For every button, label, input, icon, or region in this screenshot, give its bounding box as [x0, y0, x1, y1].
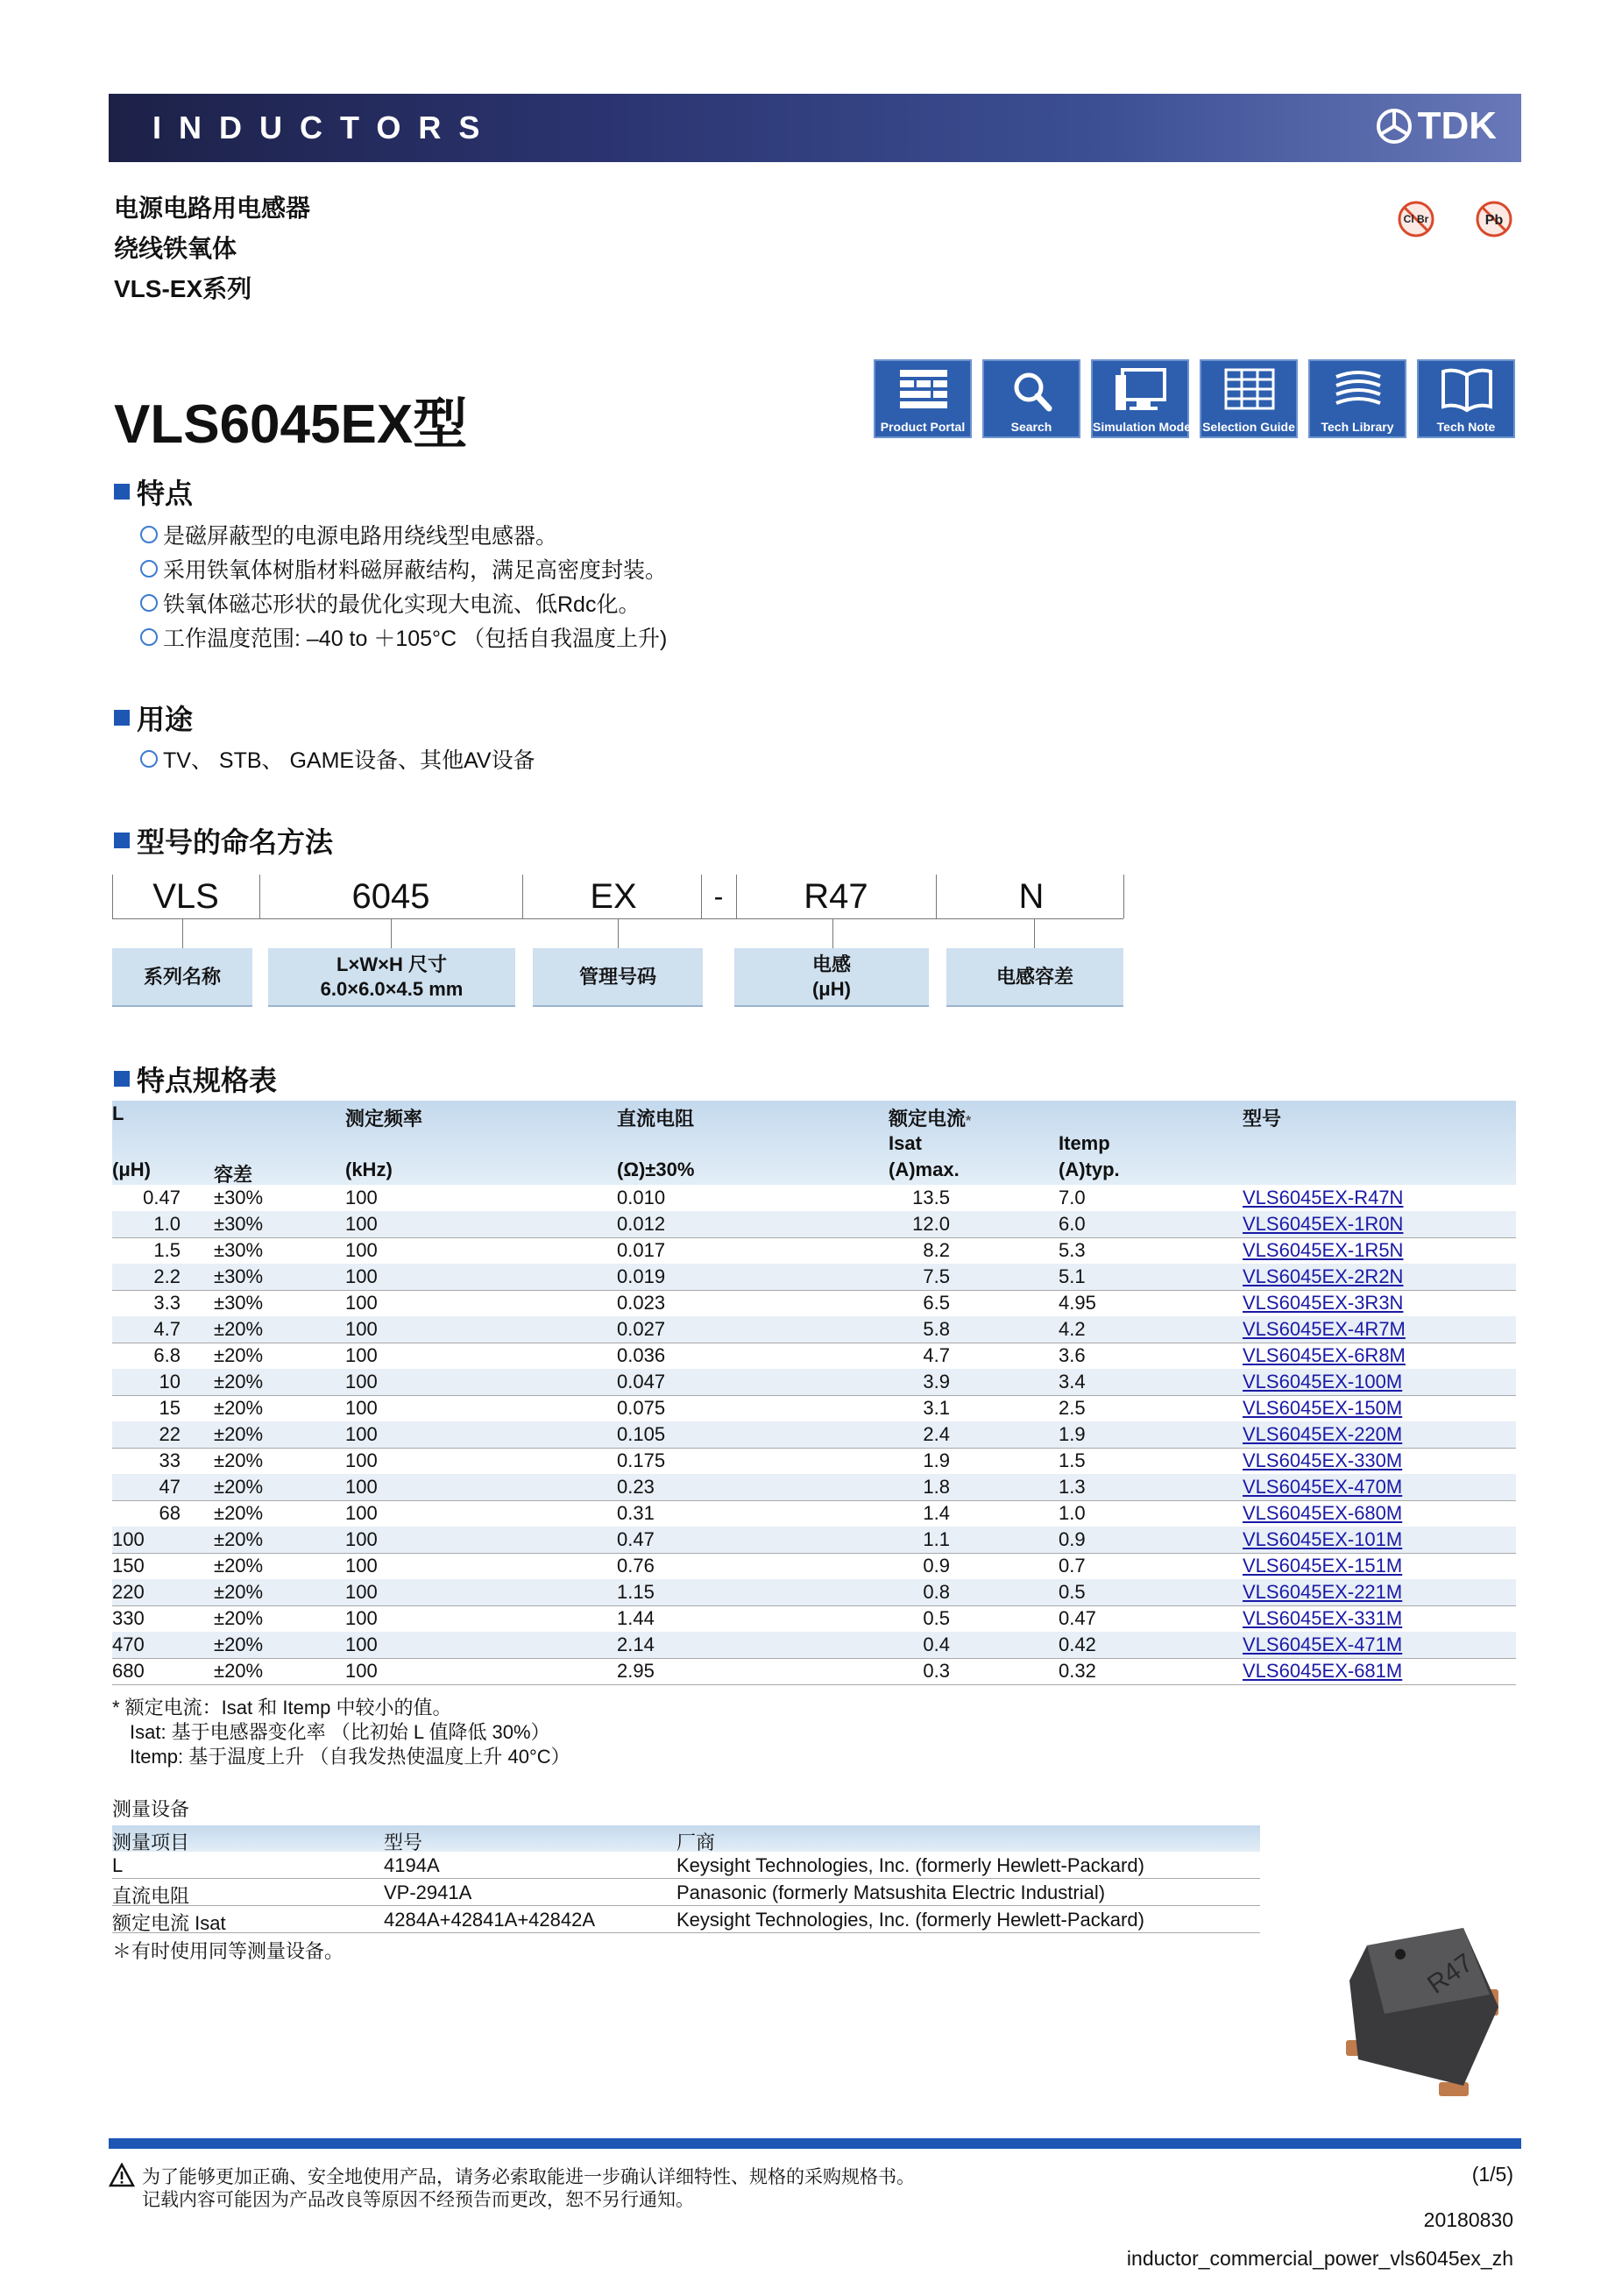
- table-cell: 0.3: [923, 1660, 950, 1682]
- part-number-link[interactable]: VLS6045EX-150M: [1243, 1397, 1403, 1419]
- table-cell: ±20%: [214, 1476, 264, 1498]
- tile-label: Search: [1010, 420, 1052, 434]
- table-row: [112, 1369, 1516, 1396]
- table-row: [112, 1211, 1516, 1238]
- part-number-link[interactable]: VLS6045EX-331M: [1243, 1607, 1403, 1629]
- table-row: [112, 1421, 1516, 1449]
- naming-part-tolerance: N: [1018, 877, 1045, 916]
- table-cell: 2.4: [923, 1423, 950, 1445]
- spec-table-header: L (μH) 容差 测定频率 (kHz) 直流电阻 (Ω)±30% 额定电流* Isat (A)max. Itemp (A)typ. 型号: [112, 1101, 1516, 1185]
- table-cell: 额定电流 Isat: [112, 1912, 226, 1934]
- table-cell: 5.3: [1059, 1239, 1086, 1261]
- header-banner: [109, 94, 1521, 162]
- simulation-model-button[interactable]: [1091, 359, 1194, 438]
- table-cell: ±30%: [214, 1187, 264, 1208]
- table-cell: ±30%: [214, 1292, 264, 1314]
- table-cell: ±20%: [214, 1660, 264, 1682]
- table-row: [112, 1264, 1516, 1291]
- naming-label-series: 系列名称: [112, 948, 252, 1007]
- table-cell: 100: [345, 1660, 378, 1682]
- table-cell: 8.2: [923, 1239, 950, 1261]
- table-row: [112, 1185, 1516, 1212]
- table-cell: ±20%: [214, 1502, 264, 1524]
- table-cell: 100: [345, 1371, 378, 1392]
- table-cell: 4.2: [1059, 1318, 1086, 1340]
- table-row: [112, 1343, 1516, 1370]
- table-cell: 100: [112, 1528, 145, 1550]
- table-cell: 1.15: [617, 1581, 655, 1603]
- table-cell: ±20%: [214, 1528, 264, 1550]
- table-cell: VP-2941A: [384, 1881, 472, 1903]
- table-cell: 2.14: [617, 1633, 655, 1655]
- table-cell: ±20%: [214, 1633, 264, 1655]
- features-heading: 特点: [114, 471, 193, 512]
- naming-separator: -: [713, 881, 724, 912]
- table-cell: 6.5: [923, 1292, 950, 1314]
- table-cell: 1.5: [153, 1239, 181, 1261]
- tile-label: Tech Library: [1321, 420, 1394, 434]
- part-number-link[interactable]: VLS6045EX-100M: [1243, 1371, 1403, 1392]
- table-cell: ±20%: [214, 1318, 264, 1340]
- part-number-link[interactable]: VLS6045EX-101M: [1243, 1528, 1403, 1550]
- document-date: 20180830: [1423, 2208, 1513, 2231]
- table-cell: 0.4: [923, 1633, 950, 1655]
- table-cell: 0.023: [617, 1292, 666, 1314]
- table-cell: 0.23: [617, 1476, 655, 1498]
- table-cell: 3.1: [923, 1397, 950, 1419]
- table-cell: 1.5: [1059, 1449, 1086, 1471]
- table-row: [112, 1316, 1516, 1343]
- table-cell: 100: [345, 1318, 378, 1340]
- table-cell: 100: [345, 1581, 378, 1603]
- table-cell: 680: [112, 1660, 145, 1682]
- spec-note-1: * 额定电流：Isat 和 Itemp 中较小的值。: [112, 1697, 452, 1718]
- table-cell: 0.175: [617, 1449, 666, 1471]
- table-cell: 0.7: [1059, 1555, 1086, 1577]
- table-row: [112, 1632, 1516, 1659]
- table-cell: 100: [345, 1239, 378, 1261]
- table-cell: 2.95: [617, 1660, 655, 1682]
- table-row: [112, 1527, 1516, 1554]
- table-cell: 0.075: [617, 1397, 666, 1419]
- search-button[interactable]: [982, 359, 1080, 438]
- table-cell: ±30%: [214, 1213, 264, 1235]
- tech-note-button[interactable]: [1417, 359, 1515, 438]
- tile-label: Simulation Model: [1093, 420, 1194, 434]
- selection-guide-button[interactable]: [1200, 359, 1298, 438]
- naming-label-code: 管理号码: [533, 948, 703, 1007]
- product-portal-icon: [896, 366, 951, 415]
- table-cell: 12.0: [912, 1213, 950, 1235]
- table-cell: ±20%: [214, 1344, 264, 1366]
- naming-part-series: VLS: [152, 877, 219, 916]
- feature-item: 采用铁氧体树脂材料磁屏蔽结构，满足高密度封装。: [140, 553, 667, 585]
- table-cell: 100: [345, 1502, 378, 1524]
- table-cell: 220: [112, 1581, 145, 1603]
- table-row: [112, 1395, 1516, 1422]
- table-cell: 100: [345, 1449, 378, 1471]
- table-cell: 直流电阻: [112, 1885, 190, 1907]
- table-cell: 6.0: [1059, 1213, 1086, 1235]
- table-cell: 4284A+42841A+42842A: [384, 1909, 596, 1931]
- table-row: [112, 1605, 1516, 1633]
- part-number-link[interactable]: VLS6045EX-2R2N: [1243, 1265, 1404, 1287]
- table-cell: 0.017: [617, 1239, 666, 1261]
- table-cell: 100: [345, 1213, 378, 1235]
- table-cell: 1.0: [153, 1213, 181, 1235]
- footer-bar: [109, 2138, 1521, 2149]
- table-cell: 0.42: [1059, 1633, 1096, 1655]
- table-cell: 0.47: [1059, 1607, 1096, 1629]
- table-cell: 0.76: [617, 1555, 655, 1577]
- tech-library-icon: [1331, 366, 1385, 415]
- table-cell: 0.036: [617, 1344, 666, 1366]
- table-cell: 3.3: [153, 1292, 181, 1314]
- table-cell: 1.1: [923, 1528, 950, 1550]
- table-cell: ±20%: [214, 1423, 264, 1445]
- table-cell: 3.4: [1059, 1371, 1086, 1392]
- page-number: (1/5): [1471, 2163, 1513, 2186]
- table-cell: 0.31: [617, 1502, 655, 1524]
- table-cell: 5.1: [1059, 1265, 1086, 1287]
- table-cell: 150: [112, 1555, 145, 1577]
- naming-part-inductance: R47: [804, 877, 868, 916]
- table-cell: 1.9: [1059, 1423, 1086, 1445]
- part-number-link[interactable]: VLS6045EX-471M: [1243, 1633, 1403, 1655]
- part-number-link[interactable]: VLS6045EX-680M: [1243, 1502, 1403, 1524]
- table-cell: 4.7: [153, 1318, 181, 1340]
- bullet-circle-icon: [140, 594, 158, 612]
- table-cell: 13.5: [912, 1187, 950, 1208]
- product-marking: R47: [1422, 1948, 1479, 2000]
- table-cell: 100: [345, 1344, 378, 1366]
- table-cell: 68: [159, 1502, 181, 1524]
- footer-warning-1: 为了能够更加正确、安全地使用产品，请务必索取能进一步确认详细特性、规格的采购规格书。: [142, 2167, 915, 2187]
- bullet-circle-icon: [140, 750, 158, 768]
- part-number-link[interactable]: VLS6045EX-220M: [1243, 1423, 1403, 1445]
- product-portal-button[interactable]: [874, 359, 972, 438]
- part-number-link[interactable]: VLS6045EX-6R8M: [1243, 1344, 1406, 1366]
- applications-heading: 用途: [114, 698, 193, 738]
- table-cell: ±30%: [214, 1265, 264, 1287]
- halogen-free-icon: [1396, 199, 1436, 239]
- table-cell: 100: [345, 1397, 378, 1419]
- banner-title: INDUCTORS: [152, 110, 498, 145]
- table-cell: 0.8: [923, 1581, 950, 1603]
- tile-label: Tech Note: [1436, 420, 1496, 434]
- table-cell: 1.0: [1059, 1502, 1086, 1524]
- table-cell: 0.010: [617, 1187, 666, 1208]
- table-cell: 4.95: [1059, 1292, 1096, 1314]
- table-row: [112, 1579, 1516, 1606]
- table-cell: 100: [345, 1528, 378, 1550]
- measurement-row: [112, 1852, 1260, 1879]
- table-cell: ±20%: [214, 1581, 264, 1603]
- table-cell: 100: [345, 1476, 378, 1498]
- table-cell: 1.9: [923, 1449, 950, 1471]
- table-row: [112, 1237, 1516, 1265]
- spec-heading: 特点规格表: [114, 1059, 277, 1099]
- document-id: inductor_commercial_power_vls6045ex_zh: [1126, 2247, 1513, 2270]
- category-line-2: 绕线铁氧体: [114, 235, 237, 262]
- tech-library-button[interactable]: [1308, 359, 1406, 438]
- tile-label: Product Portal: [880, 420, 966, 434]
- footer-warning-2: 记载内容可能因为产品改良等原因不经预告而更改，恕不另行通知。: [142, 2190, 694, 2210]
- part-number-link[interactable]: VLS6045EX-4R7M: [1243, 1318, 1406, 1340]
- table-cell: 100: [345, 1265, 378, 1287]
- feature-item: 是磁屏蔽型的电源电路用绕线型电感器。: [140, 519, 557, 550]
- table-cell: 0.32: [1059, 1660, 1096, 1682]
- category-line-3: VLS-EX系列: [114, 275, 252, 302]
- table-cell: 470: [112, 1633, 145, 1655]
- table-cell: 0.47: [617, 1528, 655, 1550]
- table-cell: L: [112, 1854, 124, 1876]
- table-cell: 3.9: [923, 1371, 950, 1392]
- tdk-logo: [1374, 104, 1497, 148]
- table-cell: 100: [345, 1555, 378, 1577]
- part-number-link[interactable]: VLS6045EX-3R3N: [1243, 1292, 1404, 1314]
- spec-note-2: Isat: 基于电感器变化率 （比初始 L 值降低 30%）: [130, 1721, 550, 1743]
- part-number-link[interactable]: VLS6045EX-470M: [1243, 1476, 1403, 1498]
- table-cell: 2.5: [1059, 1397, 1086, 1419]
- bullet-circle-icon: [140, 526, 158, 543]
- bullet-circle-icon: [140, 628, 158, 646]
- search-icon: [1005, 366, 1059, 415]
- part-number-link[interactable]: VLS6045EX-330M: [1243, 1449, 1403, 1471]
- warning-icon: [109, 2163, 135, 2187]
- table-cell: 6.8: [153, 1344, 181, 1366]
- table-row: [112, 1500, 1516, 1527]
- lead-free-icon: [1474, 199, 1514, 239]
- table-row: [112, 1658, 1516, 1685]
- measurement-table-header: 测量项目 型号 厂商: [112, 1825, 1260, 1852]
- table-cell: ±30%: [214, 1239, 264, 1261]
- spec-note-3: Itemp: 基于温度上升 （自我发热使温度上升 40°C）: [130, 1746, 570, 1768]
- category-line-1: 电源电路用电感器: [114, 195, 311, 222]
- part-number-link[interactable]: VLS6045EX-681M: [1243, 1660, 1403, 1682]
- table-cell: 4194A: [384, 1854, 440, 1876]
- table-cell: 5.8: [923, 1318, 950, 1340]
- table-cell: ±20%: [214, 1449, 264, 1471]
- table-cell: 33: [159, 1449, 181, 1471]
- tdk-mark-icon: [1374, 106, 1414, 146]
- table-cell: 47: [159, 1476, 181, 1498]
- svg-text:Pb: Pb: [1484, 213, 1504, 228]
- table-cell: 100: [345, 1187, 378, 1208]
- table-cell: 100: [345, 1423, 378, 1445]
- table-cell: ±20%: [214, 1371, 264, 1392]
- table-cell: 3.6: [1059, 1344, 1086, 1366]
- naming-label-tolerance: 电感容差: [946, 948, 1123, 1007]
- naming-label-size: L×W×H 尺寸 6.0×6.0×4.5 mm: [268, 948, 515, 1007]
- feature-item: 铁氧体磁芯形状的最优化实现大电流、低Rdc化。: [140, 587, 640, 619]
- table-cell: 7.0: [1059, 1187, 1086, 1208]
- tech-note-icon: [1440, 366, 1494, 415]
- naming-label-inductance: 电感 (μH): [734, 948, 929, 1007]
- part-number-link[interactable]: VLS6045EX-221M: [1243, 1581, 1403, 1603]
- table-cell: 1.8: [923, 1476, 950, 1498]
- table-cell: 0.5: [923, 1607, 950, 1629]
- table-cell: Keysight Technologies, Inc. (formerly Hewlett-Packard): [676, 1854, 1144, 1876]
- table-cell: ±20%: [214, 1555, 264, 1577]
- table-cell: 330: [112, 1607, 145, 1629]
- bullet-circle-icon: [140, 560, 158, 578]
- selection-guide-icon: [1222, 366, 1277, 415]
- table-cell: 100: [345, 1292, 378, 1314]
- tile-label: Selection Guide: [1202, 420, 1295, 434]
- table-cell: 2.2: [153, 1265, 181, 1287]
- table-cell: 10: [159, 1371, 181, 1392]
- table-cell: 100: [345, 1607, 378, 1629]
- table-cell: ±20%: [214, 1397, 264, 1419]
- table-cell: 1.44: [617, 1607, 655, 1629]
- part-number-link[interactable]: VLS6045EX-R47N: [1243, 1187, 1404, 1208]
- table-row: [112, 1448, 1516, 1475]
- application-item: TV、 STB、 GAME设备、其他AV设备: [140, 743, 535, 775]
- table-row: [112, 1290, 1516, 1317]
- table-cell: Panasonic (formerly Matsushita Electric Industrial): [676, 1881, 1106, 1903]
- table-row: [112, 1474, 1516, 1501]
- table-cell: 0.9: [1059, 1528, 1086, 1550]
- naming-part-code: EX: [590, 877, 637, 916]
- table-cell: 0.5: [1059, 1581, 1086, 1603]
- table-cell: 4.7: [923, 1344, 950, 1366]
- table-cell: 0.027: [617, 1318, 666, 1340]
- table-cell: 1.3: [1059, 1476, 1086, 1498]
- table-cell: 0.047: [617, 1371, 666, 1392]
- brand-name: TDK: [1417, 104, 1497, 147]
- table-cell: 0.105: [617, 1423, 666, 1445]
- table-cell: 1.4: [923, 1502, 950, 1524]
- page-title: VLS6045EX型: [114, 394, 468, 455]
- table-row: [112, 1553, 1516, 1580]
- table-cell: 100: [345, 1633, 378, 1655]
- part-number-link[interactable]: VLS6045EX-1R0N: [1243, 1213, 1404, 1235]
- table-cell: Keysight Technologies, Inc. (formerly Hewlett-Packard): [676, 1909, 1144, 1931]
- product-photo: [1332, 1910, 1507, 2103]
- naming-heading: 型号的命名方法: [114, 820, 333, 861]
- measurement-note: ＊有时使用同等测量设备。: [112, 1940, 344, 1962]
- naming-part-size: 6045: [351, 877, 430, 916]
- table-cell: 7.5: [923, 1265, 950, 1287]
- table-cell: 0.9: [923, 1555, 950, 1577]
- measurement-heading: 测量设备: [112, 1798, 190, 1820]
- measurement-row: [112, 1906, 1260, 1933]
- table-cell: 22: [159, 1423, 181, 1445]
- table-cell: 0.012: [617, 1213, 666, 1235]
- part-number-link[interactable]: VLS6045EX-151M: [1243, 1555, 1403, 1577]
- part-number-link[interactable]: VLS6045EX-1R5N: [1243, 1239, 1404, 1261]
- table-cell: ±20%: [214, 1607, 264, 1629]
- table-cell: 0.47: [143, 1187, 181, 1208]
- simulation-model-icon: [1114, 366, 1168, 415]
- table-cell: 0.019: [617, 1265, 666, 1287]
- table-cell: 15: [159, 1397, 181, 1419]
- measurement-row: [112, 1879, 1260, 1906]
- svg-text:Cl Br: Cl Br: [1403, 213, 1429, 225]
- feature-item: 工作温度范围: –40 to ＋105°C （包括自我温度上升): [140, 621, 667, 653]
